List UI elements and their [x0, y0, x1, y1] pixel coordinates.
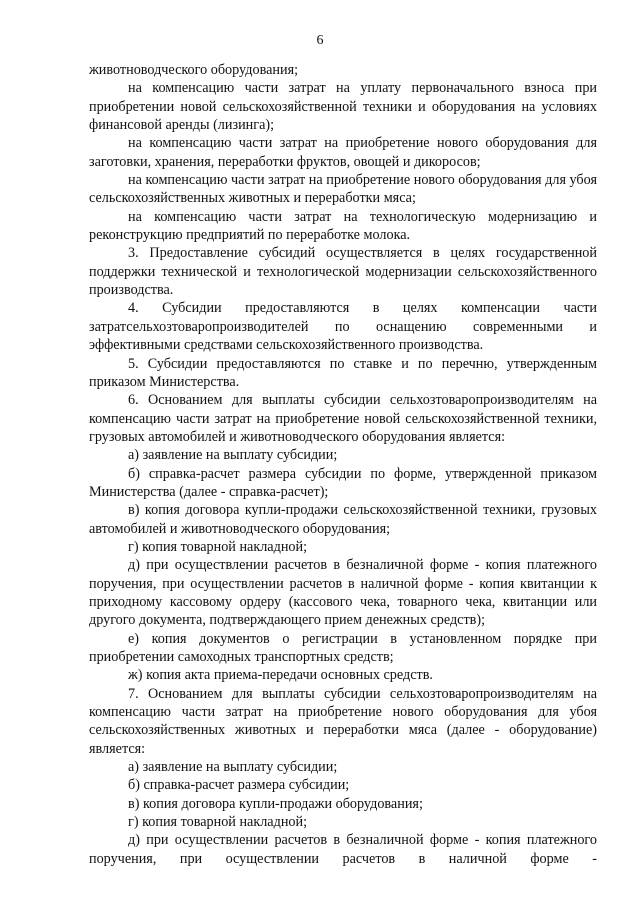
page-number: 6 [316, 33, 324, 48]
list-item: е) копия документов о регистрации в установленном порядке при приобретении самоходных транспортных средств; [89, 630, 597, 665]
document-body [89, 61, 597, 868]
paragraph-section-3: 3. Предоставление субсидий осуществляется в целях государственной поддержки технической и технологической модернизации сельскохозяйственного производства. [89, 245, 597, 299]
paragraph-section-6: 6. Основанием для выплаты субсидии сельхозтоваропроизводителям на компенсацию части затрат на приобретение новой сельскохозяйственной техники, грузовых автомобилей и животноводческого оборудования является: [89, 392, 597, 445]
paragraph: на компенсацию части затрат на уплату первоначального взноса при приобретении новой сельскохозяйственной техники и оборудования на условиях финансовой аренды (лизинга); [89, 80, 597, 134]
paragraph: на компенсацию части затрат на технологическую модернизацию и реконструкцию предприятий по переработке молока. [89, 208, 597, 244]
paragraph: на компенсацию части затрат на приобретение нового оборудования для убоя сельскохозяйственных животных и переработки мяса; [89, 172, 597, 207]
list-item: б) справка-расчет размера субсидии по форме, утвержденной приказом Министерства (далее - справка-расчет); [89, 465, 597, 500]
paragraph: животноводческого оборудования; [89, 62, 299, 78]
list-item: д) при осуществлении расчетов в безналичной форме - копия платежного поручения, при осуществлении расчетов в наличной форме - [89, 832, 597, 867]
list-item: а) заявление на выплату субсидии; [128, 759, 338, 776]
list-item: ж) копия акта приема-передачи основных средств. [128, 667, 433, 684]
paragraph: на компенсацию части затрат на приобретение нового оборудования для заготовки, хранения, переработки фруктов, овощей и дикоросов; [89, 135, 597, 170]
list-item: в) копия договора купли-продажи оборудования; [128, 795, 423, 812]
paragraph-section-7: 7. Основанием для выплаты субсидии сельхозтоваропроизводителям на компенсацию части затрат на приобретение нового оборудования для убоя сельскохозяйственных животных и переработки мяса (далее - оборудование) является: [89, 685, 597, 757]
list-item: б) справка-расчет размера субсидии; [128, 777, 350, 794]
list-item: г) копия товарной накладной; [128, 538, 308, 555]
paragraph-section-4: 4. Субсидии предоставляются в целях компенсации части затратсельхозтоваропроизводителей по оснащению современными и эффективными средствами сельскохозяйственного производства. [89, 300, 597, 354]
paragraph-section-5: 5. Субсидии предоставляются по ставке и по перечню, утвержденным приказом Министерства. [89, 355, 597, 390]
list-item: д) при осуществлении расчетов в безналичной форме - копия платежного поручения, при осуществлении расчетов в наличной форме - копия квитанции к приходному кассовому ордеру (кассового чека, товарного чека, квитанции или другого документа, подтверждающего прием денежных средств); [89, 557, 597, 629]
list-item: а) заявление на выплату субсидии; [128, 447, 338, 464]
list-item: в) копия договора купли-продажи сельскохозяйственной техники, грузовых автомобилей и животноводческого оборудования; [89, 502, 597, 537]
list-item: г) копия товарной накладной; [128, 814, 308, 831]
